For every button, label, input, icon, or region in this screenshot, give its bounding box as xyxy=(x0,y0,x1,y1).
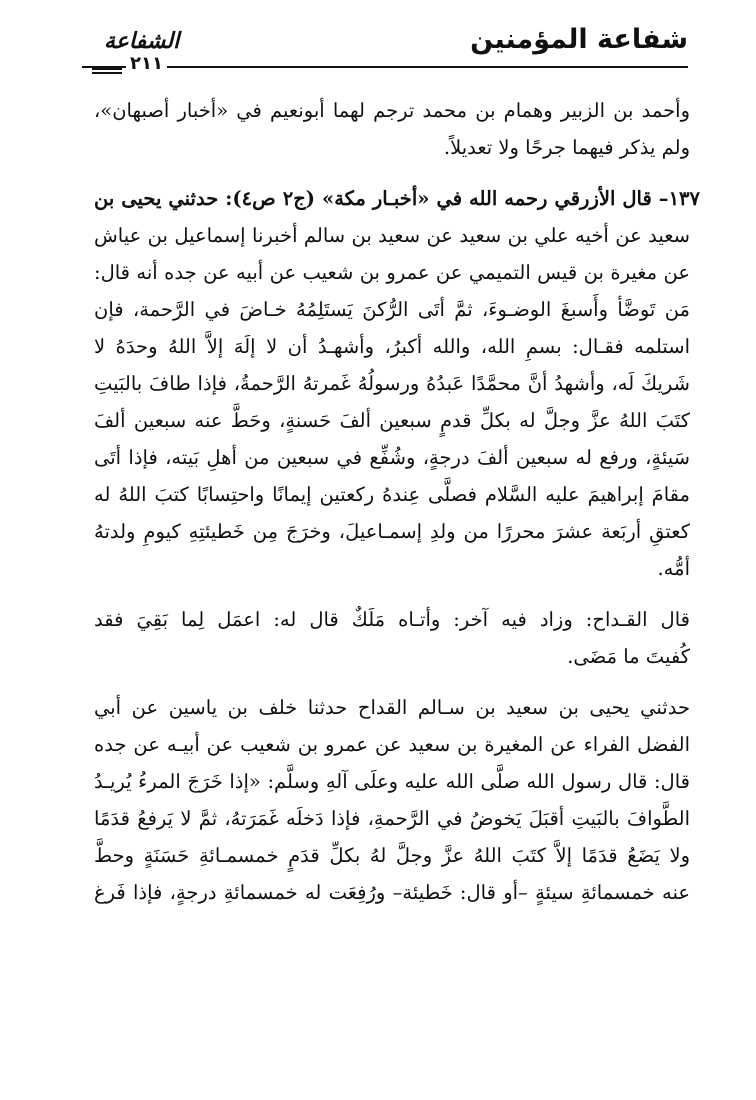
text-line: قال: قال رسول الله صلَّى الله عليه وعلَى آلهِ وسلَّم: «إذا خَرَجَ المرءُ يُريـدُ xyxy=(94,770,690,793)
paragraph-3 xyxy=(94,601,690,675)
text-line: شَريكَ لَه، وأشهدُ أنَّ محمَّدًا عَبدُهُ ورسولُهُ غَمرتهُ الرَّحمةُ، فإذا طافَ بالبَيتِ xyxy=(94,372,690,395)
text-line: الفضل الفراء عن المغيرة بن سعيد عن عمرو بن شعيب عن أبيـه عن جده xyxy=(94,733,690,756)
page-header xyxy=(82,18,688,74)
text-line: سعيد عن أخيه علي بن سعيد عن سعيد بن سالم أخبرنا إسماعيل بن عياش xyxy=(94,224,690,247)
text-line: وأحمد بن الزبير وهمام بن محمد ترجم لهما أبونعيم في «أخبار أصبهان»، xyxy=(94,99,690,122)
header-rule-double-bottom xyxy=(92,72,122,74)
text-line: كتَبَ اللهُ عزَّ وجلَّ له بكلِّ قدمٍ سبعين ألفَ حَسنةٍ، وحَطَّ عنه سبعين ألفَ xyxy=(94,409,690,432)
paragraph-4 xyxy=(94,689,690,911)
text-line: استلمه فقـال: بسمِ الله، والله أكبرُ، وأشهـدُ أن لا إلَهَ إلاَّ اللهُ وحدَهُ لا xyxy=(94,335,690,358)
header-rule xyxy=(82,66,688,68)
text-line: حدثني يحيى بن سعيد بن سـالم القداح حدثنا خلف بن ياسين عن أبي xyxy=(94,696,690,719)
text-line: قال القـداح: وزاد فيه آخر: وأتـاه مَلَكٌ قال له: اعمَل لِما بَقِيَ فقد xyxy=(94,608,690,631)
text-line: مَن تَوضَّأ وأَسبغَ الوضـوءَ، ثمَّ أتَى الرُّكنَ يَستَلِمُهُ خـاضَ في الرَّحمة، فإن xyxy=(94,298,690,321)
body-text xyxy=(94,92,700,911)
text-line: ١٣٧– قال الأزرقي رحمه الله في «أخبـار مكة» (ج٢ ص٤): حدثني يحيى بن xyxy=(94,187,700,210)
series-logo: الشفاعة xyxy=(104,28,180,54)
text-line: مقامَ إبراهيمَ عليه السَّلام فصلَّى عِندهُ ركعتين إيمانًا واحتِسابًا كتبَ اللهُ له xyxy=(94,483,690,506)
text-line: سَيئةٍ، ورفع له سبعين ألفَ درجةٍ، وشُفِّع في سبعين من أهلِ بَيته، فإذا أتَى xyxy=(94,446,690,469)
paragraph-1 xyxy=(94,92,690,166)
running-title: شفاعة المؤمنين xyxy=(470,24,688,55)
paragraph-hadith-137 xyxy=(94,180,700,587)
text-line: كُفيتَ ما مَضَى. xyxy=(567,645,690,668)
header-rule-double-top xyxy=(92,68,122,70)
text-line: الطَّوافَ بالبَيتِ أقبَلَ يَخوضُ في الرَّحمةِ، فإذا دَخلَه غَمَرَتهُ، ثمَّ لا يَرفعُ قدَمًا xyxy=(94,807,690,830)
text-line: كعتقِ أربَعة عشرَ محررًا من ولدِ إسمـاعيلَ، وخرَجَ مِن خَطيئتِهِ كيومِ ولدتهُ xyxy=(94,520,690,543)
page-number: ٢١١ xyxy=(126,56,167,72)
text-line: ولا يَضَعُ قدَمًا إلاَّ كتَبَ اللهُ عزَّ وجلَّ لهُ بكلِّ قدَمٍ خمسمـائةِ حَسَنَةٍ وحطَّ xyxy=(94,844,690,867)
text-line: عنه خمسمائةِ سيئةٍ –أو قال: خَطيئة– ورُفِعَت له خمسمائةِ درجةٍ، فإذا فَرغ xyxy=(94,881,690,904)
text-line: أمُّه. xyxy=(657,557,690,580)
text-line: عن مغيرة بن قيس التميمي عن عمرو بن شعيب عن أبيه عن جده أنه قال: xyxy=(94,261,690,284)
text-line: ولم يذكر فيهما جرحًا ولا تعديلاً. xyxy=(443,136,690,159)
